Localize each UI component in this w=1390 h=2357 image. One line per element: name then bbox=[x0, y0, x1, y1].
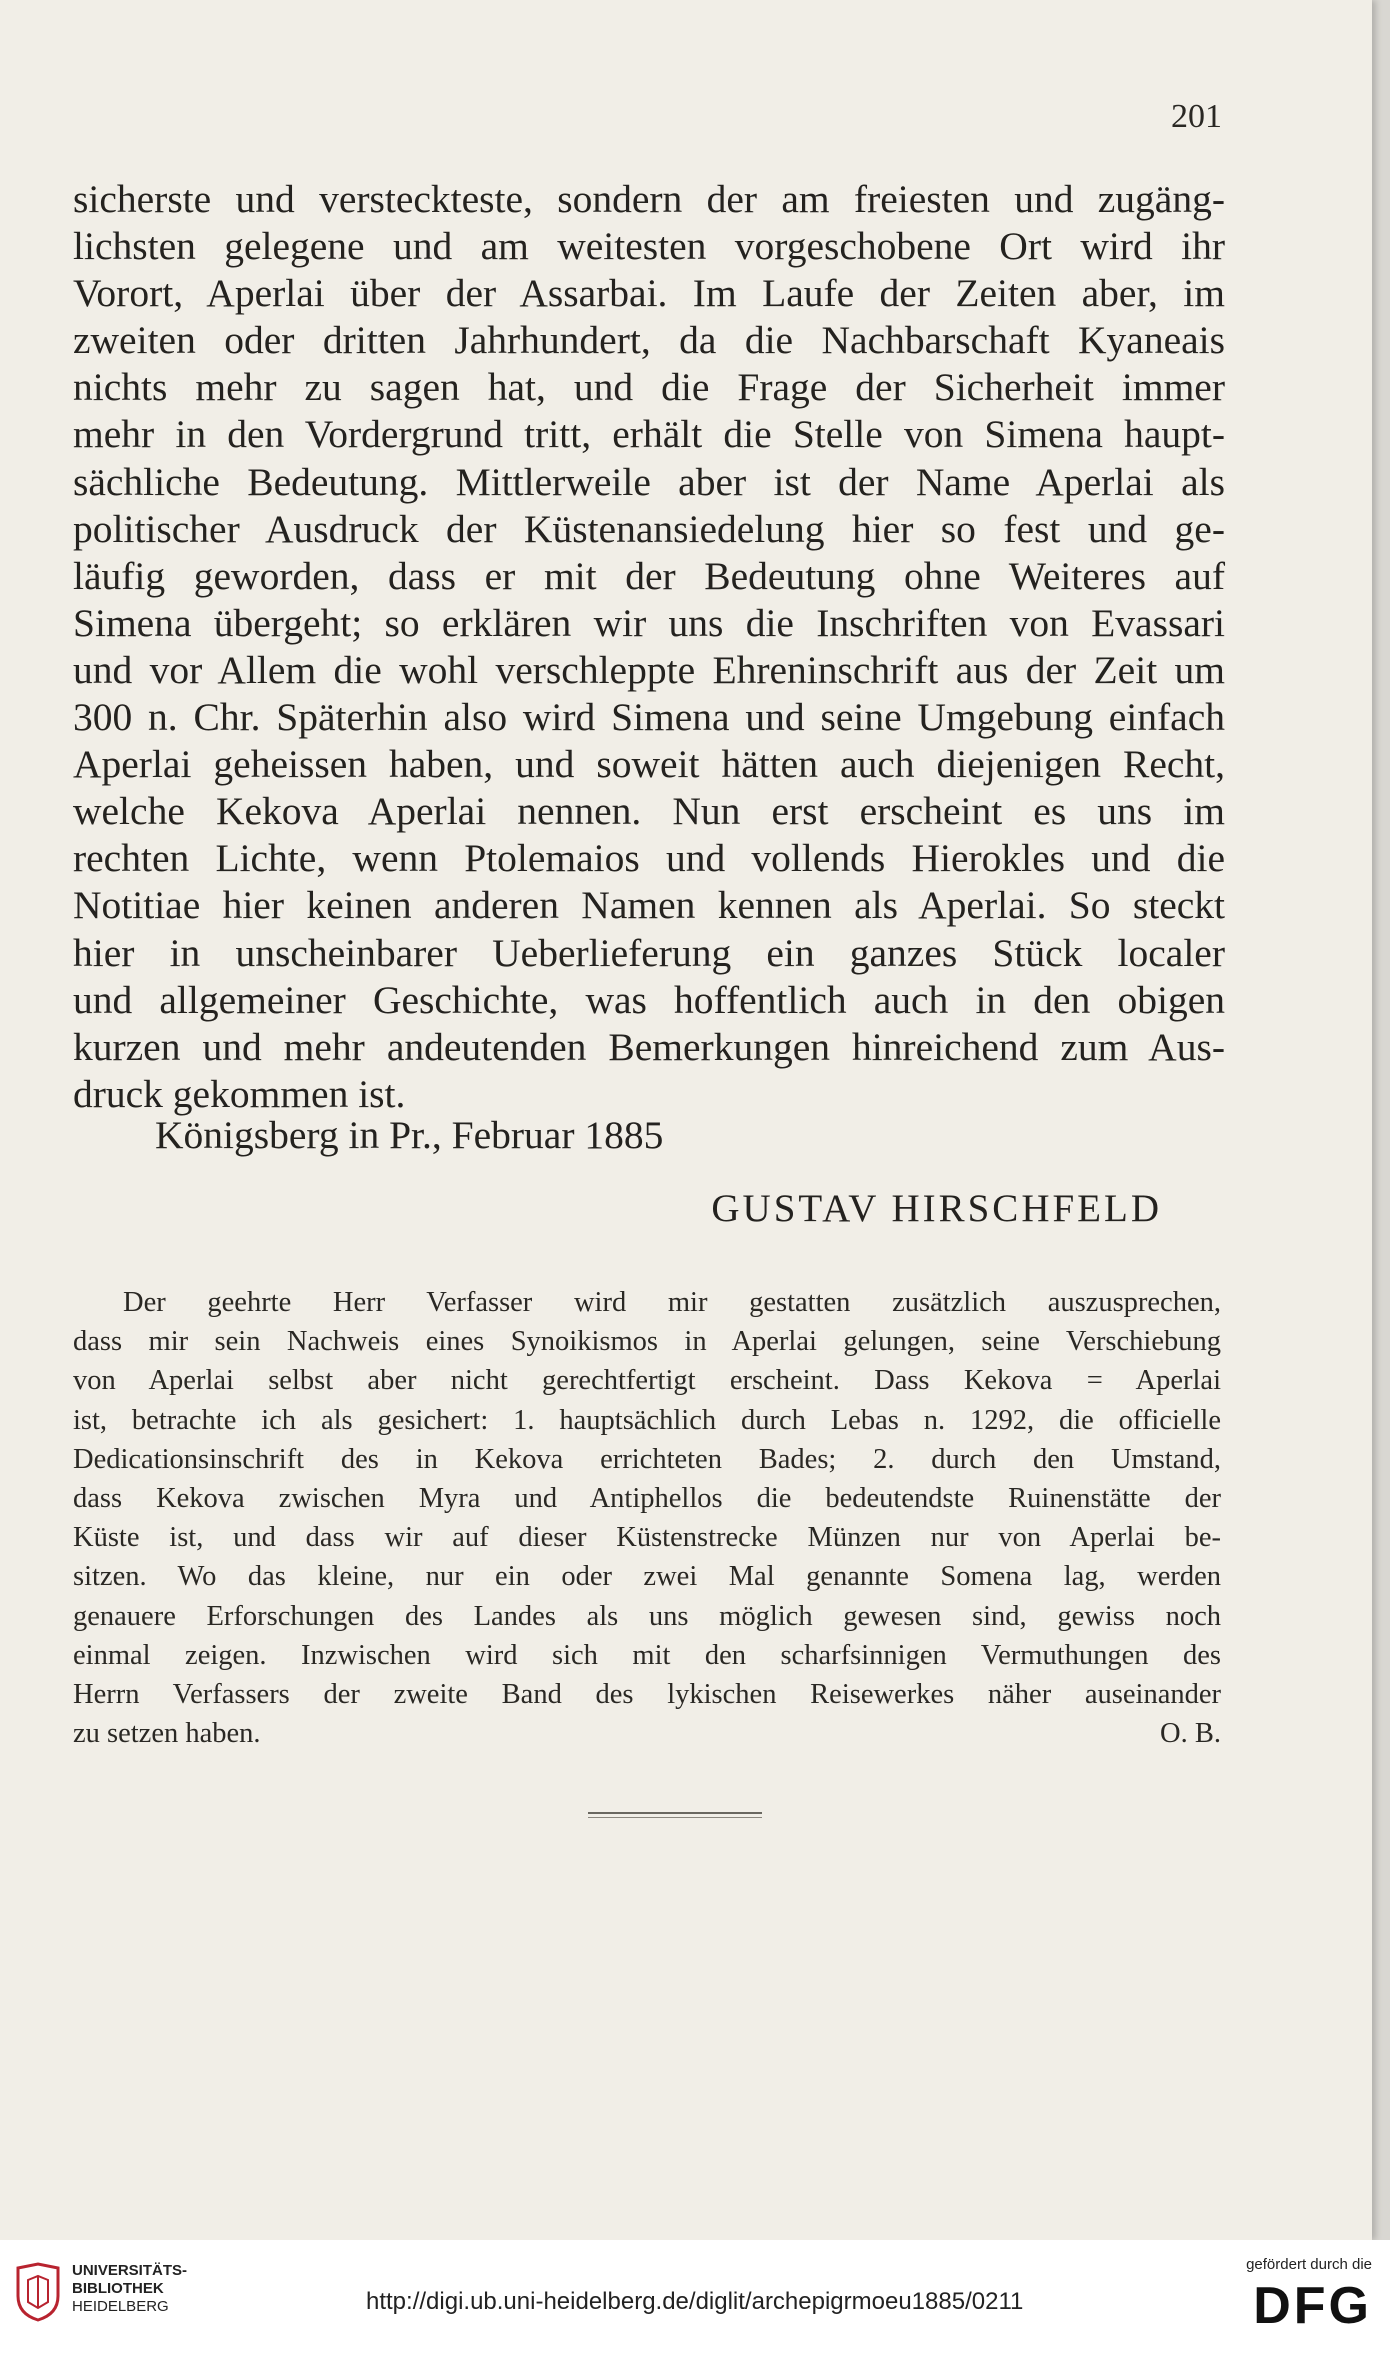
note-last-line bbox=[73, 1714, 1221, 1753]
text-line: und allgemeiner Geschichte, was hoffentlich auch in den obigen bbox=[73, 977, 1225, 1022]
author-signature: GUSTAV HIRSCHFELD bbox=[711, 1187, 1162, 1230]
note-line: einmal zeigen. Inzwischen wird sich mit den scharfsinnigen Vermuthungen des bbox=[73, 1639, 1221, 1671]
note-line-last: zu setzen haben. bbox=[73, 1718, 261, 1750]
viewer-footer bbox=[0, 2240, 1390, 2357]
permalink[interactable]: http://digi.ub.uni-heidelberg.de/diglit/archepigrmoeu1885/0211 bbox=[366, 2288, 1024, 2315]
library-name-line3: HEIDELBERG bbox=[72, 2298, 169, 2315]
note-line: Der geehrte Herr Verfasser wird mir gestatten zusätzlich auszusprechen, bbox=[123, 1287, 1221, 1318]
text-line: Aperlai geheissen haben, und soweit hätten auch diejenigen Recht, bbox=[73, 742, 1225, 787]
place-date: Königsberg in Pr., Februar 1885 bbox=[155, 1113, 664, 1157]
page-number: 201 bbox=[1171, 98, 1222, 135]
text-line: sächliche Bedeutung. Mittlerweile aber ist der Name Aperlai als bbox=[73, 459, 1225, 504]
library-seal-icon bbox=[14, 2262, 62, 2322]
note-line: dass mir sein Nachweis eines Synoikismos in Aperlai gelungen, seine Verschiebung bbox=[73, 1326, 1221, 1358]
library-name-line1: UNIVERSITÄTS- bbox=[72, 2262, 188, 2279]
editor-note bbox=[73, 1283, 1221, 1753]
note-line: sitzen. Wo das kleine, nur ein oder zwei Mal genannte Somena lag, werden bbox=[73, 1561, 1221, 1593]
text-line: lichsten gelegene und am weitesten vorgeschobene Ort wird ihr bbox=[73, 224, 1225, 269]
note-line: Küste ist, und dass wir auf dieser Küstenstrecke Münzen nur von Aperlai be- bbox=[73, 1522, 1221, 1554]
text-line: rechten Lichte, wenn Ptolemaios und vollends Hierokles und die bbox=[73, 836, 1225, 881]
text-line: und vor Allem die wohl verschleppte Ehreninschrift aus der Zeit um bbox=[73, 647, 1225, 692]
text-line: welche Kekova Aperlai nennen. Nun erst erscheint es uns im bbox=[73, 789, 1225, 834]
text-line: Notitiae hier keinen anderen Namen kennen als Aperlai. So steckt bbox=[73, 883, 1225, 928]
text-line: Vorort, Aperlai über der Assarbai. Im Laufe der Zeiten aber, im bbox=[73, 271, 1225, 316]
note-line: dass Kekova zwischen Myra und Antiphellos die bedeutendste Ruinenstätte der bbox=[73, 1483, 1221, 1515]
library-name-line2: BIBLIOTHEK bbox=[72, 2280, 164, 2297]
note-signature: O. B. bbox=[1160, 1718, 1221, 1750]
text-line: politischer Ausdruck der Küstenansiedelung hier so fest und ge- bbox=[73, 506, 1225, 551]
text-line-last: druck gekommen ist. bbox=[73, 1071, 406, 1116]
library-logo[interactable] bbox=[14, 2262, 187, 2322]
text-line: mehr in den Vordergrund tritt, erhält die Stelle von Simena haupt- bbox=[73, 412, 1225, 457]
text-line: zweiten oder dritten Jahrhundert, da die Nachbarschaft Kyaneais bbox=[73, 318, 1225, 363]
end-rule bbox=[588, 1812, 762, 1818]
text-line: 300 n. Chr. Späterhin also wird Simena und seine Umgebung einfach bbox=[73, 695, 1225, 740]
dfg-logo[interactable]: DFG bbox=[1253, 2277, 1372, 2335]
note-line: Herrn Verfassers der zweite Band des lykischen Reisewerkes näher auseinander bbox=[73, 1679, 1221, 1711]
text-line: läufig geworden, dass er mit der Bedeutung ohne Weiteres auf bbox=[73, 553, 1225, 598]
main-paragraph bbox=[73, 176, 1225, 1118]
text-line: kurzen und mehr andeutenden Bemerkungen hinreichend zum Aus- bbox=[73, 1024, 1225, 1069]
note-line: Dedicationsinschrift des in Kekova errichteten Bades; 2. durch den Umstand, bbox=[73, 1443, 1221, 1475]
text-line: hier in unscheinbarer Ueberlieferung ein ganzes Stück localer bbox=[73, 930, 1225, 975]
funder-caption: gefördert durch die bbox=[1246, 2256, 1372, 2273]
text-line: sicherste und versteckteste, sondern der am freiesten und zugäng- bbox=[73, 177, 1225, 221]
funder-credit bbox=[1246, 2256, 1372, 2335]
text-line: Simena übergeht; so erklären wir uns die Inschriften von Evassari bbox=[73, 600, 1225, 645]
note-line: ist, betrachte ich als gesichert: 1. hauptsächlich durch Lebas n. 1292, die officielle bbox=[73, 1404, 1221, 1436]
text-line: nichts mehr zu sagen hat, und die Frage der Sicherheit immer bbox=[73, 365, 1225, 410]
note-line: von Aperlai selbst aber nicht gerechtfertigt erscheint. Dass Kekova = Aperlai bbox=[73, 1365, 1221, 1397]
note-line: genauere Erforschungen des Landes als uns möglich gewesen sind, gewiss noch bbox=[73, 1600, 1221, 1632]
